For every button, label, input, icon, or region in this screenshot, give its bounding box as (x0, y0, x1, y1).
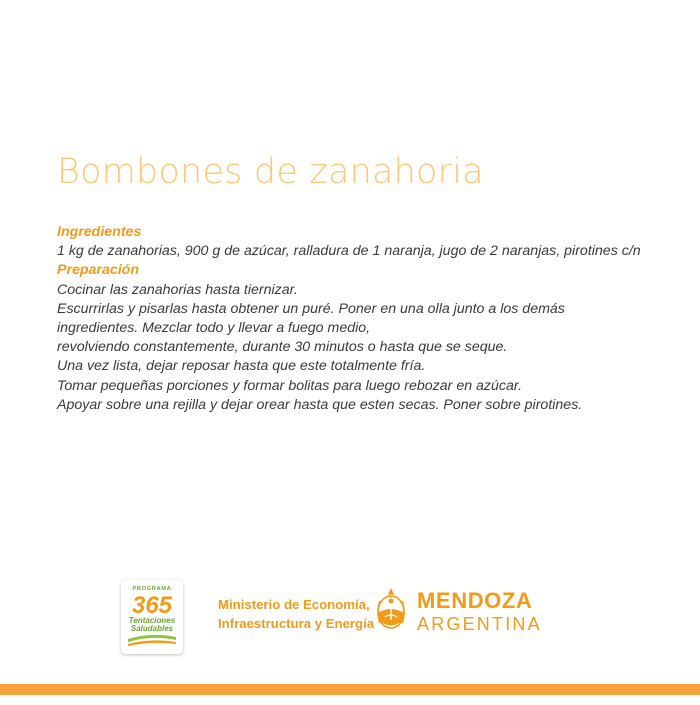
ingredients-heading: Ingredientes (57, 224, 142, 240)
logo-number-text: 365 (131, 592, 173, 619)
recipe-body (57, 223, 687, 415)
logo-line1-text: Tentaciones (128, 616, 176, 625)
preparation-heading: Preparación (57, 262, 140, 279)
logo-programa-text: PROGRAMA (132, 586, 172, 592)
ministry-line-2: Infraestructura y Energía (218, 616, 375, 631)
bottom-accent-bar (0, 684, 700, 695)
ministry-line-1: Ministerio de Economía, (218, 597, 370, 612)
preparation-step: Apoyar sobre una rejilla y dejar orear hasta que esten secas. Poner sobre pirotines. (57, 396, 583, 413)
country-name: ARGENTINA (417, 614, 542, 634)
province-name: MENDOZA (417, 588, 533, 613)
preparation-step: Cocinar las zanahorias hasta tiernizar. (57, 281, 298, 298)
preparation-step: Escurrirlas y pisarlas hasta obtener un puré. Poner en una olla junto a los demás (57, 300, 565, 317)
recipe-title: Bombones de zanahoria (57, 152, 484, 192)
programa-365-logo (118, 577, 186, 657)
preparation-step: revolviendo constantemente, durante 30 minutos o hasta que se seque. (57, 339, 508, 356)
logo-line2-text: Saludables (130, 624, 174, 633)
preparation-step: Tomar pequeñas porciones y formar bolitas para luego rebozar en azúcar. (57, 377, 523, 394)
ingredients-text: 1 kg de zanahorias, 900 g de azúcar, ralladura de 1 naranja, jugo de 2 naranjas, pirotines c/n (57, 243, 641, 260)
ministry-name (218, 595, 374, 633)
mendoza-coat-of-arms-icon (373, 587, 409, 633)
preparation-step: ingredientes. Mezclar todo y llevar a fuego medio, (57, 320, 371, 337)
preparation-step: Una vez lista, dejar reposar hasta que este totalmente fría. (57, 358, 426, 375)
